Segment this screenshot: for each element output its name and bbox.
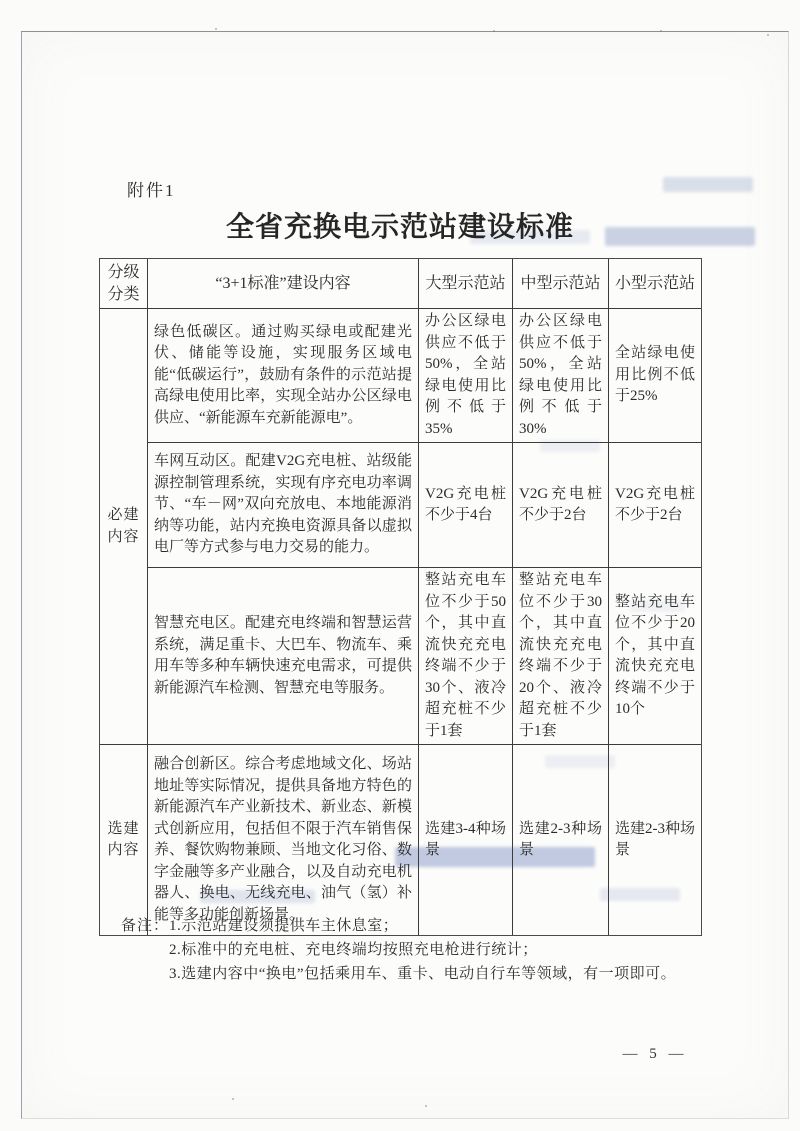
cell-innovation-small: 选建2-3种场景 (609, 745, 702, 936)
header-category: 分级分类 (100, 259, 148, 309)
cell-smart-small: 整站充电车位不少于20个，其中直流快充充电终端不少于10个 (609, 568, 702, 745)
header-small-station: 小型示范站 (609, 259, 702, 309)
cell-green-small: 全站绿电使用比例不低于25% (609, 309, 702, 443)
notes-items (169, 914, 676, 986)
table-row (100, 745, 702, 936)
header-content: “3+1标准”建设内容 (148, 259, 419, 309)
cell-v2g-small: V2G充电桩不少于2台 (609, 443, 702, 568)
table-row (100, 443, 702, 568)
standards-table (99, 258, 702, 936)
cell-innovation-content: 融合创新区。综合考虑地域文化、场站地址等实际情况，提供具备地方特色的新能源汽车产业新技术、新业态、新模式创新应用，包括但不限于汽车销售保养、餐饮购物兼顾、当地文化习俗、数字金融等多产业融合，以及自动充电机器人、换电、无线充电、油气（氢）补能等多功能创新场景。 (148, 745, 419, 936)
cell-green-lowcarbon-content: 绿色低碳区。通过购买绿电或配建光伏、储能等设施，实现服务区域电能“低碳运行”，鼓励有条件的示范站提高绿电使用比率，实现全站办公区绿电供应、“新能源车充新能源电”。 (148, 309, 419, 443)
notes-label: 备注： (121, 918, 170, 934)
cell-smart-medium: 整站充电车位不少于30个，其中直流快充充电终端不少于20个、液冷超充桩不少于1套 (513, 568, 609, 745)
header-large-station: 大型示范站 (419, 259, 513, 309)
cell-smart-charging-content: 智慧充电区。配建充电终端和智慧运营系统，满足重卡、大巴车、物流车、乘用车等多种车辆快速充电需求，可提供新能源汽车检测、智慧充电等服务。 (148, 568, 419, 745)
cell-v2g-medium: V2G充电桩不少于2台 (513, 443, 609, 568)
category-optional: 选建内容 (100, 745, 148, 936)
cell-smart-large: 整站充电车位不少于50个，其中直流快充充电终端不少于30个、液冷超充桩不少于1套 (419, 568, 513, 745)
note-item: 1.示范站建设须提供车主休息室； (169, 918, 399, 934)
table-header-row (100, 259, 702, 309)
document-title: 全省充换电示范站建设标准 (225, 212, 574, 243)
cell-innovation-large: 选建3-4种场景 (419, 745, 513, 936)
cell-green-large: 办公区绿电供应不低于50%，全站绿电使用比例不低于35% (419, 309, 513, 443)
table-row (100, 309, 702, 443)
cell-v2g-large: V2G充电桩不少于4台 (419, 443, 513, 568)
note-item: 2.标准中的充电桩、充电终端均按照充电枪进行统计； (169, 942, 538, 958)
header-medium-station: 中型示范站 (513, 259, 609, 309)
note-item: 3.选建内容中“换电”包括乘用车、重卡、电动自行车等领域，有一项即可。 (169, 966, 677, 982)
attachment-label: 附件1 (127, 181, 176, 200)
cell-green-medium: 办公区绿电供应不低于50%，全站绿电使用比例不低于30% (513, 309, 609, 443)
category-required: 必建内容 (100, 309, 148, 745)
table-row (100, 568, 702, 745)
notes (121, 914, 721, 986)
cell-v2g-content: 车网互动区。配建V2G充电桩、站级能源控制管理系统，实现有序充电功率调节、“车－网”双向充放电、本地能源消纳等功能，站内充换电资源具备以虚拟电厂等方式参与电力交易的能力。 (148, 443, 419, 568)
page-number: — 5 — (622, 1046, 688, 1062)
cell-innovation-medium: 选建2-3种场景 (513, 745, 609, 936)
